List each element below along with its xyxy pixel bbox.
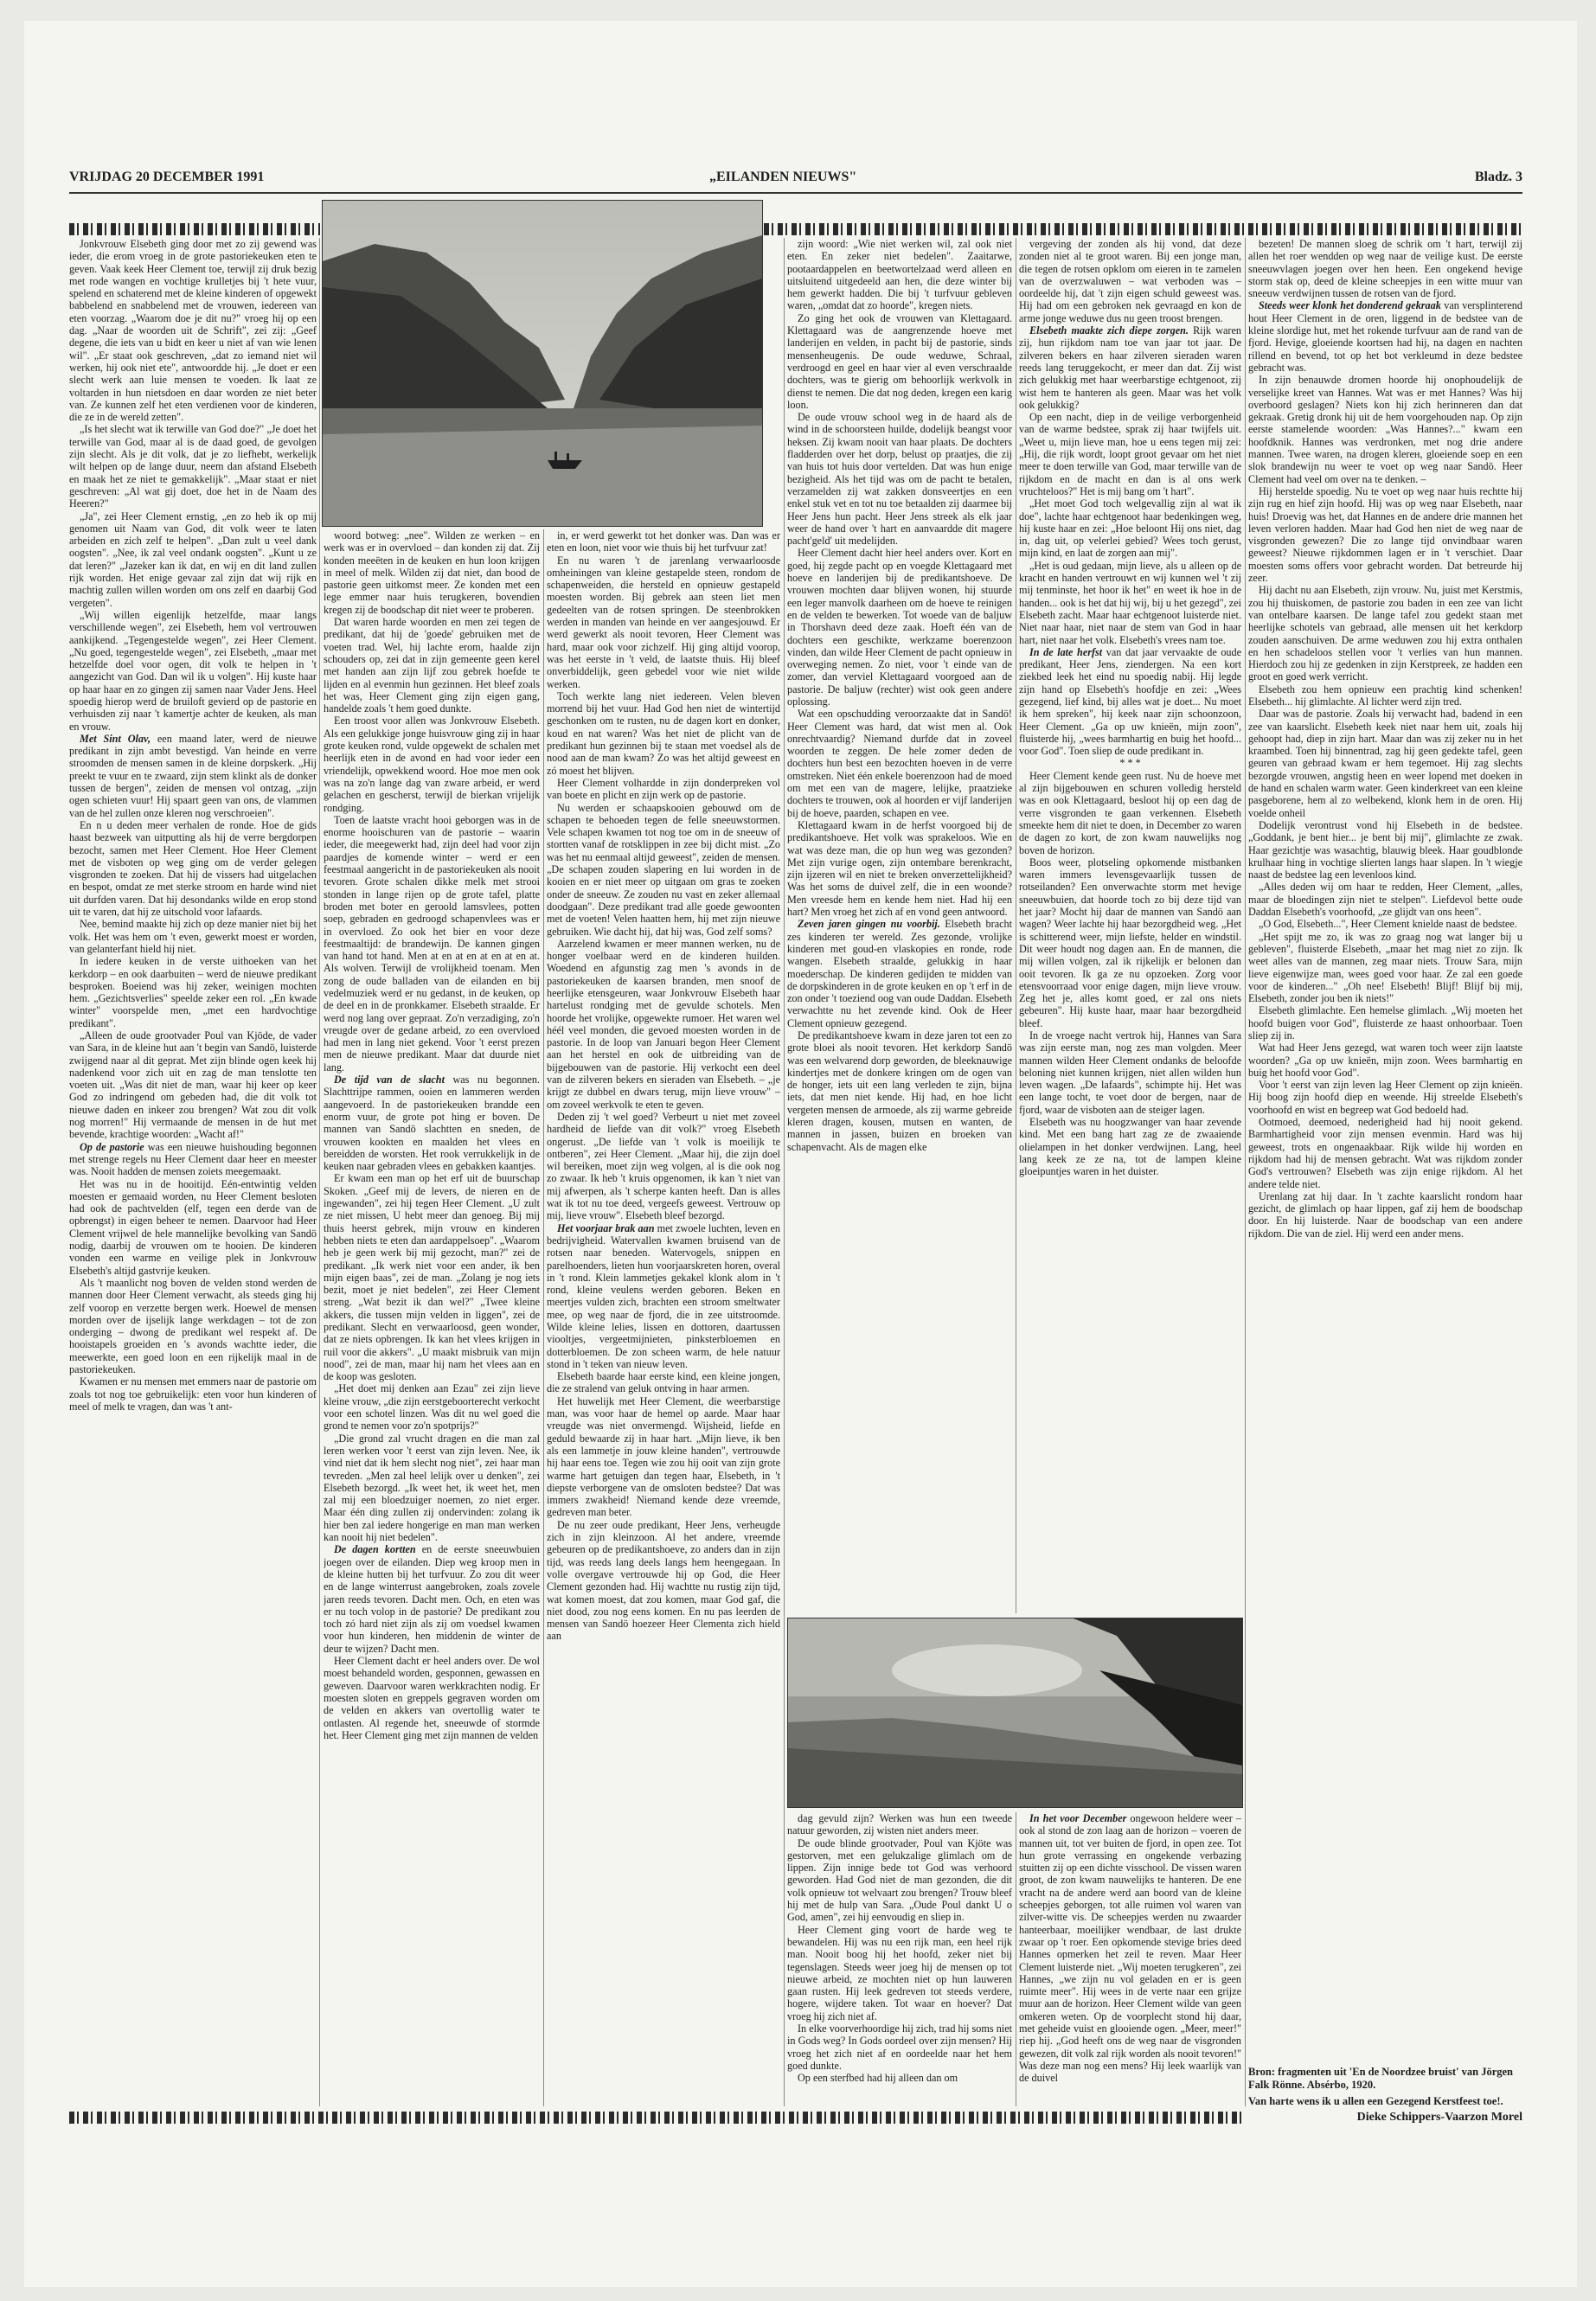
header-date: VRIJDAG 20 DECEMBER 1991: [69, 170, 265, 184]
c3-p: in, er werd gewerkt tot het donker was. Dan was er eten en loon, niet voor wie thuis bij het turfvuur zat!: [547, 529, 780, 554]
column-divider: [319, 238, 320, 2106]
c3-p: Het huwelijk met Heer Clement, die weerbarstige man, was voor haar de hemel op aarde. Maar haar vreugde was niet onvermengd. Wijsheid, liefde en geduld bewaarde zij in haar hart. „Mijn lieve, ik ben als een lammetje in jouw kleine handen", vertrouwde hij haar eens toe. Tegen wie zou hij ooit van zijn grote warme hart getuigen dan tegen haar, Elsebeth, in 't diepste verborgene van de omsloten bedstee? Dat was immers zwakheid! Niemand kende deze vreemde, gedreven man beter.: [547, 1394, 780, 1519]
c1-p: In iedere keuken in de verste uithoeken van het kerkdorp – en ook daarbuiten – werd de nieuwe predikant besproken. Boeiend was hij zeker, weinigen mochten hem. „Gezichtsverlies" speelde zeker een rol. „En kwade winter" voorspelde men, „met een hardvochtige predikant".: [69, 955, 317, 1029]
c3-p: Het voorjaar brak aan met zwoele luchten, leven en bedrijvigheid. Watervallen kwamen bruisend van de rotsen naar beneden. Watervogels, snippen en parelhoenders, lieten hun voorjaarskreten horen, overal in 't rond. Klein lammetjes gekakel klonk alom in 't rond, kleine veulens werden geboren. Beken en meertjes vulden zich, brachten een stroom smeltwater mee, op weg naar de fjord, die in zee uitstroomde. Wilde kleine lelies, lissen en dottoren, daartussen viooltjes, vergeetmijnieten, pinksterbloemen en dotterbloemen. De zon scheen warm, de hele natuur stond in 't teken van nieuw leven.: [547, 1221, 780, 1370]
column-divider: [1245, 238, 1246, 2106]
c1-p: Jonkvrouw Elsebeth ging door met zo zij gewend was ieder, die erom vroeg in de grote pastoriekeuken eten te geven. Vaak keek Heer Clement toe, terwijl zij druk bezig met rode wangen en vochtige krulletjes bij 't hete vuur, spelend en schaterend met de kleine kinderen of opgewekt babbelend en snabbelend met de vrouwen, iedereen van eten voorzag. „Waarom doe je dit nu?" vroeg hij op een dag. „Naar de woorden uit de Schrift", zei zij: „Geef degene, die iets van u bidt en keer u niet af van wie lenen wil". „Er staat ook geschreven, „dat zo iemand niet wil werken, hij ook niet ete", antwoordde hij. „Je doet er een slecht werk aan luie mensen te voeden. Ik laat ze voltarden in hun nietsdoen en daar worden ze niet beter van. Ze kunnen zelf het eten verdienen voor de kinderen, die ze in de wereld zetten".: [69, 238, 317, 424]
page-header: [69, 170, 1522, 192]
c5-p: Heer Clement kende geen rust. Nu de hoeve met al zijn bijgebouwen en schuren volledig hersteld was en ook Klettagaard, besloot hij op een dag de verre visgronden te gaan verkennen. Elsebeth smeekte hem dit niet te doen, in December zo waren de dagen zo kort, de zon kwam nauwelijks nog boven de horizon.: [1019, 769, 1241, 856]
fjord-boat-photo: [322, 200, 763, 527]
c7-p: dag gevuld zijn? Werken was hun een tweede natuur geworden, zij wisten niet anders meer.: [787, 1812, 1012, 1837]
section-break-stars: * * *: [1119, 757, 1141, 770]
c1-p: Als 't maanlicht nog boven de velden stond werden de mannen door Heer Clement verwacht, als steeds ging hij zelf voorop en verzette bergen werk. Hoewel de mensen morden over de ijselijk lange werkdagen – tot de zon onderging – dwong de predikant wel respekt af. De hooistapels groeiden en 's avonds wachtte ieder, die meewerkte, een goed loon en een rijkelijk maal in de pastoriekeuken.: [69, 1276, 317, 1376]
c2-p: woord botweg: „nee". Wilden ze werken – en werk was er in overvloed – dan konden zij dat. Zij konden meeëten in de keuken en hun loon krijgen in meel of melk. Wilden zij dat niet, dan bood de pastorie geen uitkomst meer. Ze konden met een lege emmer naar huis terugkeren, bovendien kregen zij de boodschap dit niet weer te proberen.: [324, 529, 540, 616]
c3-p: Toch werkte lang niet iedereen. Velen bleven morrend bij het vuur. Had God hen niet de wintertijd geschonken om te rusten, nu de dagen kort en donker, koud en nat waren? Was het niet de plicht van de predikant hun gezinnen bij te staan met voedsel als de nood aan de man kwam? Zo was het altijd geweest en zó moest het blijven.: [547, 689, 780, 777]
c1-p: Op de pastorie was een nieuwe huishouding begonnen met strenge regels nu Heer Clement daar heer en meester was. Nooit hadden de mensen zoiets meegemaakt.: [69, 1140, 317, 1178]
c4-p: De predikantshoeve kwam in deze jaren tot een zo grote bloei als nooit tevoren. Het kerkdorp Sandö was een welvarend dorp geworden, de bleeknauwige kindertjes met de donkere kringen om de ogen van de honger, iets uit een lang verleden te zijn, bijna iets, dat men niet kende. Hij had, en hoe licht vergeten mensen de armoede, als zij warme gebreide kleren dragen, kousen, mutsen en wanten, de mannen in jassen, buizen en broeken van schapenvacht. Als de magen elke: [787, 1029, 1012, 1153]
c7-p: In elke voorverhoordige hij zich, trad hij soms niet in Gods weg? In Gods oordeel over zijn mensen? Hij vroeg het zich niet af en oordeelde naar het hem goed dunkte.: [787, 2022, 1012, 2072]
c7-p: De oude blinde grootvader, Poul van Kjöte was gestorven, met een gelukzalige glimlach om de lippen. Zijn innige bede tot God was verhoord geworden. Had God niet de man gezonden, die dit volk opnieuw tot welvaart zou brengen? Trouw bleef hij met de hulp van Sara. „Oude Poul dankt U o God, amen", zei hij eenvoudig en sliep in.: [787, 1836, 1012, 1924]
c6-p: Urenlang zat hij daar. In 't zachte kaarslicht rondom haar gezicht, de glimlach op haar lippen, gaf zij hem de boodschap door. En hij luisterde. Naar de boodschap van een andere rijkdom. Die van de ziel. Hij werd een ander mens.: [1248, 1189, 1522, 1240]
fjord-dusk-photo: [787, 1618, 1243, 1808]
c2-p: Er kwam een man op het erf uit de buurschap Skoken. „Geef mij de levers, de nieren en de ingewanden", zei hij tegen Heer Clement. „U zult ze niet missen, U hebt meer dan genoeg. Bij mij thuis heerst gebrek, mijn vrouw en kinderen hebben niets te eten dan aardappelsoep". „Waarom heb je geen werk bij mij gezocht, man?" zei de predikant. „Ik werk niet voor een ander, ik ben mijn eigen baas", zei de man. „Zolang je nog iets bezit, moet je niet bedelen", zei Heer Clement streng. „Wat bezit ik dan wel?" „Twee kleine akkers, die tussen mijn velden in liggen", zei de predikant. Slecht en verwaarloosd, geen wonder, dat ze niets opbrengen. Ik kan het vlees krijgen in ruil voor die akkers". „U maakt misbruik van mijn nood", zei de man, maar hij nam het vlees aan en de koop was gesloten.: [324, 1172, 540, 1383]
column-divider: [543, 529, 544, 2106]
article-column-4: [787, 238, 1012, 1613]
c1-p: En n u deden meer verhalen de ronde. Hoe de gids haast bezweek van uitputting als hij de verre bergdorpen bezocht, samen met Heer Clement. Hoe Heer Clement met de visboten op weg ging om de verder gelegen visgronden te zoeken. Dat hij de vissers had uitgelachen en bespot, omdat ze met sterke stroom en harde wind niet uit durfden varen. Dat hij desondanks wilde en erop stond uit te varen, dat hij ze uitschold voor lafaards.: [69, 818, 317, 919]
c6-p: „O God, Elsebeth...", Heer Clement knielde naast de bedstee.: [1259, 918, 1517, 931]
author-signature: Dieke Schippers-Vaarzon Morel: [1356, 2111, 1522, 2124]
c6-p: Daar was de pastorie. Zoals hij verwacht had, badend in een zee van kaarslicht. Elsebeth keek niet naar hem uit, zoals hij gehoopt had, diep in zijn hart. Maar dan was zij zeker nu in het kraambed. Toen hij binnentrad, zag hij geen gedekte tafel, geen geuren van gebraad kwam er hem tegemoet. Hij zag slechts bezorgde vrouwen, angstig heen en weer lopend met doeken in de hand en schalen warm water. Geen kinderkreet van een kleine pasgeborene, hem al zo welbekend, klonk hem in de oren. Hij voelde onheil: [1248, 708, 1522, 819]
c1-p: „Wij willen eigenlijk hetzelfde, maar langs verschillende wegen", zei Elsebeth, hem vol vertrouwen aankijkend. „Tegengestelde wegen", zei Heer Clement. „Nu goed, tegengestelde wegen", zei Elsebeth, „maar met hetzelfde doel voor ogen, dit volk te helpen in 't aangezicht van God. Dan wil ik u volgen". Hij kuste haar op haar haar en zo gingen zij samen naar Vader Jens. Heel spoedig hierop werd de bruiloft gevierd op de pastorie en verhuisden zij naar 't kamertje achter de keuken, als man en vrouw.: [69, 608, 317, 733]
c1-p: Met Sint Olav, een maand later, werd de nieuwe predikant in zijn ambt bevestigd. Van heinde en verre stroomden de mensen samen in de kleine dorpskerk. „Hij preekt te vuur en te zwaard, zijn stem klinkt als de donker tussen de bergen", zeiden de mensen vol ontzag, „zijn ogen schieten vuur! Hij spaart geen van ons, de vlammen van de hel zullen onze kleren nog verschroeien".: [69, 732, 317, 819]
c2-p: De tijd van de slacht was nu begonnen. Slachttrijpe rammen, ooien en lammeren werden aangevoerd. In de pastoriekeuken brandde een enorm vuur, de grote pot hing er boven. De mannen van Sandö slachtten en sneden, de vrouwen kookten en maalden het vlees en bereidden de worsten. Het rook verrukkelijk in de keuken naar gebraden vlees en gebakken kaantjes.: [324, 1074, 540, 1173]
credit-source: Bron: fragmenten uit 'En de Noordzee bruist' van Jörgen Falk Rönne. Absérbo, 1920.: [1248, 2066, 1514, 2091]
c1-p: „Alleen de oude grootvader Poul van Kjöde, de vader van Sara, in de kleine hut aan 't begin van Sandö, luisterde zwijgend naar al dit geprat. Met zijn blinde ogen keek hij nadenkend voor zich uit en zag de man tenslotte ten voeten uit. „Was dit niet de man, waar hij keer op keer God zo indringend om gebeden had, die dit volk tot nieuwe daden en inkeer zou brengen? Wat zou dit volk nog morren!" Hij vermaande de mensen in de hut met bevende, krachtige woorden: „Wacht af!": [69, 1029, 317, 1141]
bottom-border: [69, 2112, 1241, 2124]
c5-p: In de late herfst van dat jaar vervaakte de oude predikant, Heer Jens, ziendergen. Na een kort ziekbed leek het eind nu spoedig nabij. Hij legde zijn hand op Elsebeth's hoofdje en zei: „Wees gezegend, lief kind, bij alles wat je doet... Nu moet ik hem spreken", hij keek naar zijn schoonzoon, Heer Clement. „Ga op uw knieën, mijn zoon", fluisterde hij, „wees barmhartig en buig het hoofd... voor God". Toen sliep de oude predikant in.: [1019, 645, 1241, 758]
c3-p: En nu waren 't de jarenlang verwaarloosde omheiningen van kleine gestapelde steen, rondom de schapenweiden, die hersteld en opnieuw gestapeld moesten worden. Bij gebrek aan steen liet men gedeelten van de rotsen springen. De steenbrokken werden in manden van heinde en ver aangesjouwd. Er werd gewerkt als nooit tevoren, Heer Clement was hard, maar ook voor zichzelf. Hij ging altijd voorop, was het eerste in 't veld, de laatste thuis. Hij bleef onverbiddelijk, geen gebedel voor wie niet wilde werken.: [547, 554, 780, 690]
c7-p: Heer Clement ging voort de harde weg te bewandelen. Hij was nu een rijk man, een heel rijk man. Nooit boog hij het hoofd, zeker niet bij tegenslagen. Steeds weer joeg hij de mensen op tot nieuwe arbeid, ze mochten niet op hun lauweren gaan rusten. Hij leek gedreven tot steeds verdere, hogere, wijdere taken. Tot waar en hoever? Dat vroeg hij zich niet af.: [787, 1923, 1012, 2022]
c4-p: Zeven jaren gingen nu voorbij. Elsebeth bracht zes kinderen ter wereld. Zes gezonde, vrolijke kinderen met goud-en vlaskopies en ronde, rode wangen. Elsebeth straalde, gelukkig in haar moederschap. De kinderen gedijden te midden van de dorpskinderen in de grote keuken en op 't erf in de zon onder 't toeziend oog van oude Daddan. Elsebeth verwachtte nu het zevende kind. Ook de Heer Clement opnieuw gezegend.: [787, 918, 1012, 1029]
article-column-8: [1019, 1812, 1241, 2106]
header-rule: [69, 192, 1522, 194]
c2-p: De dagen kortten en de eerste sneeuwbuien joegen over de eilanden. Diep weg kroop men in de kleine hutten bij het turfvuur. Zo zou dit weer en de lange winterrust aangebroken, zoals zovele jaren reeds tevoren. Dacht men. Och, en eten was er nu toch volop in de pastorie? De predikant zou toch zó hard niet zijn als zij om voedsel kwamen voor hun kinderen, hen middenin de winter de deur te wijzen? Dacht men.: [324, 1543, 540, 1655]
c4-p: De oude vrouw school weg in de haard als de wind in de schoorsteen huilde, dodelijk beangst voor heksen. Zij kwam nooit van haar plaats. De dochters fladderden over het dorp, belust op praatjes, die zij van huis tot huis door vertelden. Dat was hun enige bezigheid. Als het tijd was om de pacht te betalen, verzamelden zij wat zakken donsveertjes en een enkel stuk vet en tot nu toe betaalden zij daarmee bij Heer Jens hun pacht. Heer Jens streek als elk jaar weer de hand over 't hart en aanvaardde dit magere pacht'geld' uit medelijden.: [787, 411, 1012, 548]
c3-p: Deden zij 't wel goed? Verbeurt u niet met zoveel hardheid de liefde van dit volk?" vroeg Elsebeth ongerust. „De liefde van 't volk is moeilijk te ontberen", zei Heer Clement. „Maar hij, die zijn doel wil bereiken, moet zijn weg volgen, al is die ook nog zo zwaar. Ik heb 't kruis opgenomen, ik kan 't niet van mij afwerpen, als 't scherpe kanten heeft. Dan is alles wat ik tot nu toe deed, vergeefs geweest. Vertrouw op mij, lieve vrouw". Elsebeth bleef bezorgd.: [547, 1110, 780, 1222]
c2-p: „Het doet mij denken aan Ezau" zei zijn lieve kleine vrouw, „die zijn eerstgeboorterecht verkocht voor een schotel linzen. Was dit nu wel goed die grond te nemen voor zo'n spotprijs?": [324, 1382, 540, 1433]
article-column-2: [324, 529, 540, 2106]
c3-p: Nu werden er schaapskooien gebouwd om de schapen te behoeden tegen de felle sneeuwstormen. Vele schapen kwamen tot nog toe om in de sneeuw of stortten vanaf de rotsklippen in zee bij dicht mist. „Zo was het nu eenmaal altijd geweest", zeiden de mensen. „De schapen zouden slapering en lui worden in de kooien en er niet meer op uitgaan om gras te zoeken onder de sneeuw. Ze zouden nu vast en zeker allemaal doodgaan". Deze predikant trad alle goede gewoonten met de voeten! Velen haatten hem, hij met zijn nieuwe gebruiken. Wie dacht hij, dat hij was, God zelf soms?: [547, 801, 780, 938]
column-divider: [784, 238, 785, 2106]
article-column-7: [787, 1812, 1012, 2106]
article-column-6: [1248, 238, 1522, 2059]
c2-p: Een troost voor allen was Jonkvrouw Elsebeth. Als een gelukkige jonge huisvrouw ging zij in haar grote keuken rond, vulde opgewekt de schalen met heerlijk eten in de avond en had voor ieder een vriendelijk, opwekkend woord. Hoe moe men ook was na zo'n lange dag van zware arbeid, er werd gelachen en gescherst, terwijl de bierkan vrijelijk rondging.: [324, 715, 540, 814]
c4-p: Heer Clement dacht hier heel anders over. Kort en goed, hij zegde pacht op en voegde Klettagaard met hoeve en landerijen bij de predikantshoeve. De vrouwen mochten daar blijven wonen, hij stuurde een leger manvolk daarheen om de hoeve te reinigen en de velden te bewerken. Tot woede van de baljuw in Thorshavn deed deze zaak. Hoeft één van de dochters een geschikte, werkzame boerenzoon vinden, dan wilde Heer Clement de pacht opnieuw in overweging nemen. Zo niet, voor 't einde van de zomer, dan verviel Klettagaard voorgoed aan de pastorie. De baljuw (rechter) wist ook geen andere oplossing.: [787, 547, 1012, 708]
c6-p: „Het spijt me zo, ik was zo graag nog wat langer bij u gebleven", fluisterde Elsebeth, „maar het mag niet zo zijn. Ik weet alles van de mannen, zeg maar niets. Trouw Sara, mijn lieve eigenwijze man, wees goed voor haar. Ze zal een goede voor de kinderen..." „Oh nee! Elsebeth! Blijf! Blijf bij mij, Elsebeth, zonder jou ben ik niets!": [1248, 930, 1522, 1005]
c6-p: In zijn benauwde dromen hoorde hij onophoudelijk de verselijke kreet van Hannes. Wat was er met Hannes? Was hij overboord geslagen? Niets kon hij zich herinneren dan dat gekraak. Gretig dronk hij uit de hem voorgehouden nap. Op zijn eerste stamelende woorden: „Was Hannes?..." kwam een hoofdknik. Hannes was verdronken, met nog drie andere mannen. Twee waren, na drogen klerен, gloeiende soep en een slok brandewijn nu weer te voet op weg naar Sandö. Heer Clement had veel om over na te denken. –: [1248, 374, 1522, 485]
header-paper-name: „EILANDEN NIEUWS": [709, 170, 857, 184]
article-column-3: [547, 529, 780, 2106]
c3-p: Elsebeth baarde haar eerste kind, een kleine jongen, die ze stralend van geluk ontving in haar armen.: [547, 1370, 780, 1395]
c5-p: „Het is oud gedaan, mijn lieve, als u alleen op de kracht en handen vertrouwt en wij kunnen wel 't zij mij tenminste, het hoor ik het" en weet ik hoe in de handen... ook is het dat hij wij, bij u het gezegd", zei Elsebeth zacht. Maar haar echtgenoot luisterde niet. Niet naar haar, niet naar de stem van God in haar hart, niet naar het volk. Elsebeth's vrees nam toe.: [1019, 559, 1241, 646]
c6-p: „Alles deden wij om haar te redden, Heer Clement, „alles, maar de bloedingen zijn niet te stelpen". Liefdevol bette oude Daddan Elsebeth's voorhoofd, „ze glijdt van ons heen".: [1248, 881, 1522, 919]
c6-p: Ootmoed, deemoed, nederigheid had hij nooit gekend. Barmhartigheid voor zijn mensen evenmin. Hard was hij geweest, trots en ongenaakbaar. Rijk wilde hij worden en rijkdom had hij de mensen gebracht. Wat was rijkdom zonder God's vertrouwen? Elsebeth was zijn enige rijkdom. Al het andere telde niet.: [1248, 1116, 1522, 1190]
c4-p: Zo ging het ook de vrouwen van Klettagaard. Klettagaard was de aangrenzende hoeve met landerijen en velden, in pacht bij de pastorie, sinds mensenheugenis. De oude weduwe, Schraal, verdroogd en geel en haar vier al even verschraalde dochters, was te gierig om behoorlijk werkvolk in dienst te nemen. Die dat nog deden, kregen een karig loon.: [787, 311, 1012, 411]
c1-p: Kwamen er nu mensen met emmers naar de pastorie om zoals tot nog toe gebruikelijk: eten voor hun kinderen of meel of melk te vragen, dan was 't ant-: [69, 1375, 317, 1413]
c5-p: Op een nacht, diep in de veilige verborgenheid van de warme bedstee, sprak zij haar twijfels uit. „Weet u, mijn lieve man, hoe u eens tegen mij zei: „Hij, die rijk wordt, loopt groot gevaar om het niet meer te doen terwille van God, maar terwille van de rijkdom en de macht en dan is al ons werk vruchteloos?" Het is mij bang om 't hart".: [1019, 411, 1241, 497]
c5-p: Boos weer, plotseling opkomende mistbanken waren immers levensgevaarlijk tussen de rotseilanden? Een onverwachte storm met hevige sneeuwbuien, dat hoorde toch zo bij deze tijd van het jaar? Mocht hij daar de mannen van Sandö aan wagen? Weer lachte hij haar bezorgdheid weg. „Het is schitterend weer, mijn liefste, helder en windstil. Dit weer houdt nog dagen aan. En de mannen, die mij willen volgen, zal ik rijkelijk er belonen dan ooit tevoren. Ik ga ze nu opzoeken. Zorg voor etensvoorraad voor enige dagen, mijn lieve vrouw. Zeg het je, alles komt goed, er zal ons niets gebeuren". Hij kuste haar, maar haar bezorgdheid bleef.: [1019, 856, 1241, 1029]
c6-p: Elsebeth glimlachte. Een hemelse glimlach. „Wij moeten het hoofd buigen voor God", fluisterde ze haast onhoorbaar. Toen sliep zij in.: [1248, 1004, 1522, 1042]
c6-p: Steeds weer klonk het donderend gekraak van versplinterend hout Heer Clement in de oren, liggend in de bedstee van de kleine slordige hut, met het rokende turfvuur aan de rand van de fjord. Hevige, gloeiende koortsen had hij, na dagen en nachten rillend en bevend, tot op het bot verkleumd in deze bedstee gebracht was.: [1248, 299, 1522, 374]
c8-p: In het voor December ongewoon heldere weer – ook al stond de zon laag aan de horizon – voeren de mannen uit, tot ver buiten de fjord, in open zee. Tot hun grote verrassing en ongekende verbazing stuitten zij op een dichte visschool. De vissen waren groot, de zon kwam nauwelijks te hanteren. De ene vracht na de andere werd aan boord van de kleine scheepjes geborgen, tot alle ruimen vol waren van zilver-witte vis. De scheepjes werden nu zwaarder hanteerbaar, moeilijker wendbaar, de last drukte zwaar op 't roer. Een opkomende stevige bries deed Hannes opmerken het zeil te reven. Maar Heer Clement luisterde niet. „Wij moeten terugkeren", zei Hannes, „we zijn nu vol geladen en er is geen ruimte meer". Hij wees in de verte naar een grijze muur aan de horizon. Heer Clement wilde van geen omkeren weten. Op de voorplecht stond hij daar, met geheide vuist en glooiende ogen. „Meer, meer!" riep hij. „God heeft ons de weg naar de visgronden gewezen, dit volk zal rijk worden als nooit tevoren!" Was deze man nog een mens? Hij leek waarlijk van de duivel: [1019, 1812, 1241, 2085]
c2-p: Toen de laatste vracht hooi geborgen was in de enorme hooischuren van de pastorie – waarin ieder, die meegewerkt had, zijn deel had voor zijn paardjes de komende winter – werd er een feestmaal aangericht in de pastoriekeuken als nooit tevoren. Grote schalen dikke melk met strooi stonden in lange rijen op de grote tafel, platte broden met boter en geroold lamsvlees, potten soep, gebraden en gedroogd schapenvlees was er in overvloed. Zo ook het bier en voor deze feestmaaltijd: de brandewijn. De kannen gingen van hand tot hand. Men at en at en at en at en at. Als wolven. Terwijl de vrolijkheid toenam. Men zong de oude balladen van de eilanden en bij vedelmuziek werd er nu gedanst, in de keuken, op de deel en in de pronkkamer. Elsebeth straalde. Er werd nog lang over gepraat. Zo'n verzadiging, zo'n vreugde over de gedane arbeid, zo een overvloed had men in lang niet gekend. Voor 't eerst prezen men de nieuwe predikant. Maar dat duurde niet lang.: [324, 813, 540, 1074]
c4-p: Wat een opschudding veroorzaakte dat in Sandö! Heer Clement was hard, dat wist men al. Ook onrechtvaardig? Niemand durfde dat in zoveel woorden te zeggen. De hele zomer deden de dochters hun best een bezochten hoeven in de verre omstreken. Niet één enkele boerenzoon had de moed om met een van de magere, lelijke, praatzieke dochters te trouwen, ook al hoorden er vijf landerijen bij de hoeve, paarden, schapen en vee.: [787, 708, 1012, 819]
c6-p: Hij dacht nu aan Elsebeth, zijn vrouw. Nu, juist met Kerstmis, zou hij thuiskomen, de pastorie zou baden in een zee van licht van ontelbare kaarsen. De lange tafel zou gedekt staan met heerlijke schotels van gebraad, alle mensen uit het kerkdorp zouden aanschuiven. De arme weduwen zou hij extra onthalen en hen schadeloos stellen voor 't verlies van hun mannen. Hierdoch zou hij ze gedenken in zijn Kerstpreek, ze hadden een groot en goed werk verricht.: [1248, 584, 1522, 683]
c2-p: Heer Clement dacht er heel anders over. De wol moest behandeld worden, gesponnen, gewassen en geweven. Daarvoor waren werkkrachten nodig. Er moesten sloten en greppels gegraven worden om de velden en akkers van overtollig water te ontlasten. Al regende het, sneeuwde of stormde het. Heer Clement ging met zijn mannen de velden: [324, 1655, 540, 1741]
c1-p: Het was nu in de hooitijd. Eén-entwintig velden moesten er gemaaid worden, nu Heer Clement besloten had ook de pachtvelden (elf, tegen een derde van de opbrengst) in eigen beheer te nemen. Daarvoor had Heer Clement vrijwel de hele mannelijke bevolking van Sandö nodig, daarbij de vrouwen om te hooien. De kinderen vonden een warme en veilige plek in Jonkvrouw Elsebeth's altijd gastvrije keuken.: [69, 1177, 317, 1277]
c5-p: „Het moet God toch welgevallig zijn al wat ik doe", lachte haar echtgenoot haar bedenkingen weg, hij kuste haar en zei: „Hoe beloont Hij ons niet, dag in, dag uit, op velerlei gebied? Wees toch gerust, mijn kind, en laat de zorgen aan mij".: [1019, 497, 1241, 560]
c6-p: Hij herstelde spoedig. Nu te voet op weg naar huis rechtte hij zijn rug en hief zijn hoofd. Hij was op weg naar Elsebeth, naar huis! Droevig was het, dat Hannes en de andere drie mannen het leven verloren hadden. Maar had God hen niet de weg naar de visgronden gewezen? Die zo lange tijd onvindbaar waren geweest? Nieuwe rijkdommen lagen er in 't verschiet. Daar moesten soms offers voor gebracht worden. Dat betreurde hij zeer.: [1248, 484, 1522, 585]
source-credit: [1248, 2066, 1522, 2108]
c1-p: „Ja", zei Heer Clement ernstig, „en zo heb ik op mij genomen uit Naam van God, dit volk weer te laten arbeiden en zich zelf te helpen". „Dan zult u veel dank oogsten". „Nee, ik zal veel ondank oogsten". „Kunt u ze dat leren?" „Jazeker kan ik dat, en wij en dit land zullen rijk worden. Het enige gevaar zal zijn dat wij rijk en machtig zullen willen worden om ons zelf en daarbij God vergeten".: [69, 510, 317, 609]
c4-p: Klettagaard kwam in de herfst voorgoed bij de predikantshoeve. Het volk was sprakeloos. Wie en wat was deze man, die op hun weg was gezonden? Met zijn vurige ogen, zijn ontembare berenkracht, zijn ijzeren wil en niet te breken onverzettelijkheid? Was het soms de duivel zelf, die in een woonde? Men vreesde hem en kende hem niet. Had hij een hart? Men vroeg het zich af en vond geen antwoord.: [787, 818, 1012, 919]
c3-p: Aarzelend kwamen er meer mannen werken, nu de honger voelbaar werd en de kinderen huilden. Woedend en afgunstig zag men 's avonds in de pastoriekeuken de kaarsen branden, men snoof de heerlijke etensgeuren, waar Jonkvrouw Elsebeth haar hartelust rondging met de gevulde schotels. Men hoorde het vrolijke, opgewekte rumoer. Het waren wel héél veel monden, die gevoed moesten worden in de pastorie. In de loop van Januari begon Heer Clement aan het herstel en ook de uitbreiding van de bijgebouwen van de pastorie. Hij verkocht een deel van de zilveren bekers en sieraden van Elsebeth. – „je krijgt ze dubbel en dwars terug, mijn lieve vrouw" – om zoveel werkvolk te eten te geven.: [547, 937, 780, 1111]
c6-p: Voor 't eerst van zijn leven lag Heer Clement op zijn knieën. Hij boog zijn hoofd diep en weende. Hij streelde Elsebeth's voorhoofd en wist en begreep wat God bedoeld had.: [1248, 1079, 1522, 1116]
article-column-5: [1019, 238, 1241, 1613]
article-column-1: [69, 238, 317, 2106]
c6-p: Wat had Heer Jens gezegd, wat waren toch weer zijn laatste woorden? „Ga op uw knieën, mijn zoon. Wees barmhartig en buig het hoofd voor God".: [1248, 1042, 1522, 1079]
c2-p: Dat waren harde woorden en men zei tegen de predikant, dat hij de 'goede' gebruiken met de voeten trad. Wel, hij lachte erom, haalde zijn schouders op, zei dat in zijn gemeente geen kerel met handen aan zijn lijf zou gebrek hoefde te lijden en al evenmin hun gezinnen. Het bleef zoals het was, Heer Clement ging zijn eigen gang, handelde zoals 't hem goed dunkte.: [324, 616, 540, 715]
top-border-left: [69, 223, 320, 235]
c6-p: Dodelijk verontrust vond hij Elsebeth in de bedstee. „Goddank, je bent hier... je bent bij mij", glimlachte ze zwak. Haar gezichtje was wasachtig, blauwig bleek. Haar goudblonde krulhaar hing in vochtige slierten langs haar slapen. In 't wiegje naast de bedstee lag een levenloos kind.: [1248, 818, 1522, 881]
c5-p: Elsebeth was nu hoogzwanger van haar zevende kind. Met een bang hart zag ze de zwaaiende olielampen in het donker verdwijnen. Lang, heel lang keek ze ze na, tot de lampen kleine gloeipuntjes waren in het duister.: [1019, 1116, 1241, 1178]
credit-wish: Van harte wens ik u allen een Gezegend Kerstfeest toe!.: [1248, 2095, 1503, 2107]
header-page-number: Bladz. 3: [1474, 170, 1522, 184]
c5-p: vergeving der zonden als hij vond, dat deze zonden niet al te groot waren. Bij een jonge man, die tegen de rotsen opklom om eieren in te zamelen van de overzwaluwen – wat verboden was – oordeelde hij, dat 't zijn eigen schuld geweest was. Hij had om een gebroken nek gevraagd en kon de arme jonge weduwe dus nu geen troost brengen.: [1019, 238, 1241, 324]
c6-p: Elsebeth zou hem opnieuw een prachtig kind schenken! Elsebeth... hij glimlachte. Al lichter werd zijn tred.: [1248, 683, 1522, 708]
c1-p: Nee, bemind maakte hij zich op deze manier niet bij het volk. Het was hem om 't even, gewerkt moest er worden, van gelanterfant hield hij niet.: [69, 918, 317, 955]
c6-p: bezeten! De mannen sloeg de schrik om 't hart, terwijl zij allen het roer wendden op weg naar de veilige kust. De eerste sneeuwvlagen joegen over hen heen. Een ongekend hevige storm stak op, deed de kleine scheepjes in een witte muur van sneeuw verdwijnen tussen de rotsen van de fjord.: [1248, 238, 1522, 300]
c3-p: De nu zeer oude predikant, Heer Jens, verheugde zich in zijn kleinzoon. Al het andere, vreemde gebeuren op de predikantshoeve, zo anders dan in zijn tijd, was reeds lang deels langs hem heengegaan. In volle overgave vertrouwde hij op God, die Heer Clement gezonden had. Hij wachtte nu rustig zijn tijd, wat komen moest, dat zou komen, maar God gaf, die niet dood, zou nog eens komen. En nu pas leerden de mensen van Sandö hoezeer Heer Clementa zich hield aan: [547, 1518, 780, 1643]
c5-p: Elsebeth maakte zich diepe zorgen. Rijk waren zij, hun rijkdom nam toe van jaar tot jaar. De zilveren bekers en haar zilveren sieraden waren reeds lang teruggekocht, er meer dan dat. Zij wist zich gelukkig met haar weerbarstige echtgenoot, zij wist hem te hanteren als geen. Maar was het volk ook gelukkig?: [1019, 324, 1241, 411]
top-border-right: [764, 223, 1522, 235]
c2-p: „Die grond zal vrucht dragen en die man zal leren werken voor 't eerst van zijn leven. Nee, ik vind niet dat ik hem slecht nog niet", zei haar man tevreden. „Men zal heel lelijk over u denken", zei Elsebeth bezorgd. „Ik weet het, ik weet het, men zal mij een bloedzuiger noemen, zo niet erger. Maar één ding zullen zij ondervinden: zolang ik hier ben zal iedere hongerige en man man werken kan nooit hij niet bedelen".: [324, 1432, 540, 1544]
c3-p: Heer Clement volhardde in zijn donderpreken vol van boete en plicht en zijn werk op de pastorie.: [547, 776, 780, 802]
c4-p: zijn woord: „Wie niet werken wil, zal ook niet eten. En zeker niet bedelen". Zaaitarwe, pootaardappelen en beetwortelzaad werd alleen en uitsluitend uitgedeeld aan hen, die deze winter bij hem gewerkt hadden. Die bij 't turfvuur gebleven waren, „omdat dat zo hoorde", kregen niets.: [787, 238, 1012, 312]
c1-p: „Is het slecht wat ik terwille van God doe?" „Je doet het terwille van God, maar al is de daad goed, de gevolgen zijn slecht. Als je dit volk, dat je zo liefhebt, werkelijk wilt helpen op de lange duur, neem dan afstand Elsebeth en maak het ze niet te gemakkelijk". „Maar staat er niet geschreven: „Al wat gij doet, doe het in de Naam des Heeren?": [69, 423, 317, 510]
c7-p: Op een sterfbed had hij alleen dan om: [798, 2072, 958, 2085]
c5-p: In de vroege nacht vertrok hij, Hannes van Sara was zijn eerste man, nog zes man volgden. Meer mannen wilden Heer Clement ondanks de beloofde beloning niet kunnen krijgen, niet allen wilden hun leven wagen. „De lafaards", schimpte hij. Het was een lange tocht, te voet door de bergen, naar de fjord, waar de visboten aan de steiger lagen.: [1019, 1029, 1241, 1116]
